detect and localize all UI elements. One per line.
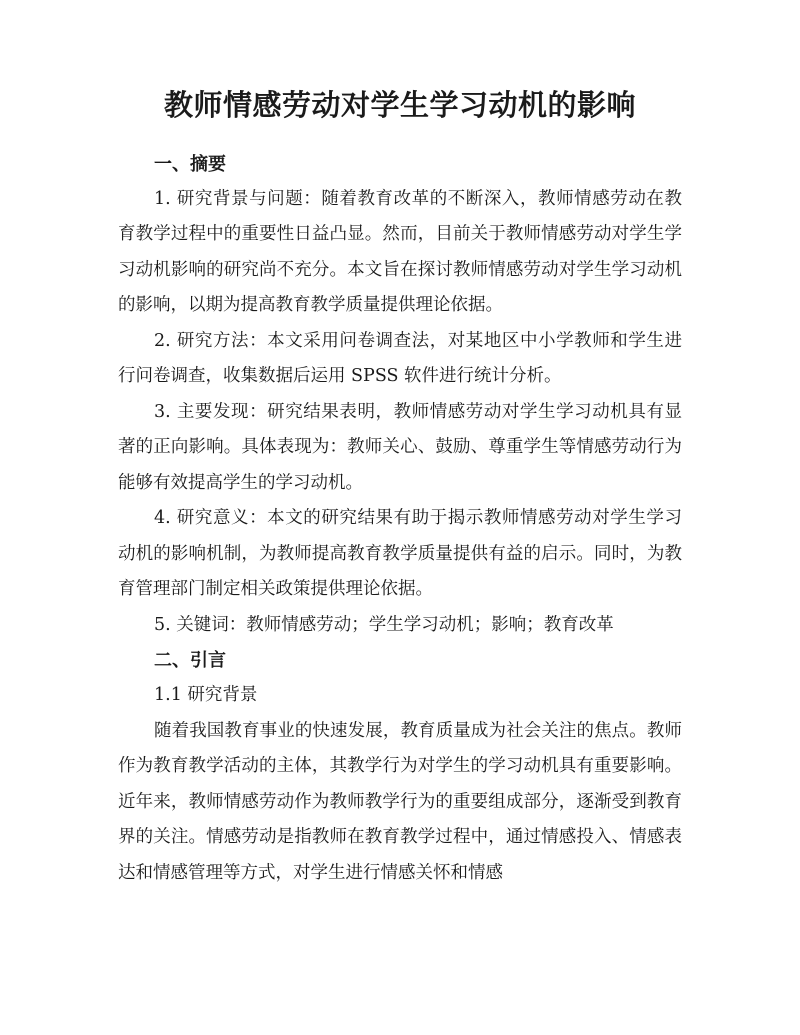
abstract-item-background: 1. 研究背景与问题：随着教育改革的不断深入，教师情感劳动在教育教学过程中的重要性日益凸显。然而，目前关于教师情感劳动对学生学习动机影响的研究尚不充分。本文旨在探讨教师情感劳动对学生学习动机的影响，以期为提高教育教学质量提供理论依据。 [118,188,682,316]
abstract-item-method: 2. 研究方法：本文采用问卷调查法，对某地区中小学教师和学生进行问卷调查，收集数据后运用 SPSS 软件进行统计分析。 [118,330,682,387]
introduction-paragraph: 随着我国教育事业的快速发展，教育质量成为社会关注的焦点。教师作为教育教学活动的主体，其教学行为对学生的学习动机具有重要影响。近年来，教师情感劳动作为教师教学行为的重要组成部分，逐渐受到教育界的关注。情感劳动是指教师在教育教学过程中，通过情感投入、情感表达和情感管理等方式，对学生进行情感关怀和情感 [118,720,682,883]
subsection-heading-background: 1.1 研究背景 [154,685,258,706]
abstract-item-significance: 4. 研究意义：本文的研究结果有助于揭示教师情感劳动对学生学习动机的影响机制，为教师提高教育教学质量提供有益的启示。同时，为教育管理部门制定相关政策提供理论依据。 [118,508,682,600]
section-heading-introduction: 二、引言 [154,650,226,672]
section-heading-abstract: 一、摘要 [154,153,226,175]
abstract-item-keywords: 5. 关键词：教师情感劳动；学生学习动机；影响；教育改革 [154,614,614,635]
document-title: 教师情感劳动对学生学习动机的影响 [163,88,636,122]
abstract-item-findings: 3. 主要发现：研究结果表明，教师情感劳动对学生学习动机具有显著的正向影响。具体表现为：教师关心、鼓励、尊重学生等情感劳动行为能够有效提高学生的学习动机。 [118,401,682,493]
